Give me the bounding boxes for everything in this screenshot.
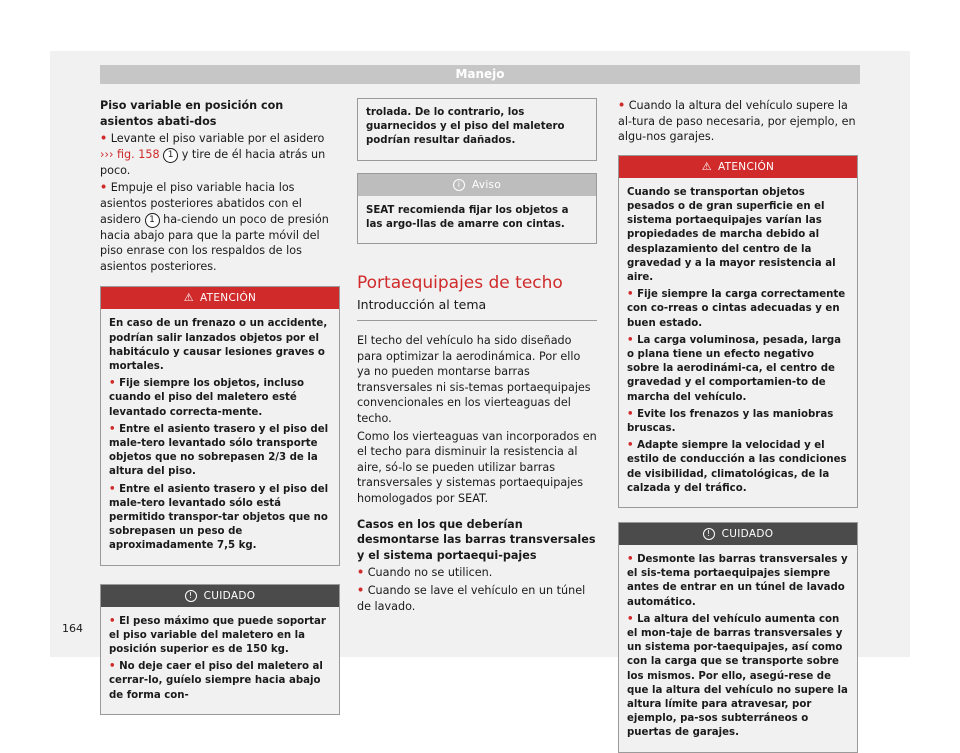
warning-item: • Entre el asiento trasero y el piso del male-tero levantado sólo está permitido transpor-tar objetos que no sobrepasen un peso de aproximadamente 7,5 kg. — [109, 483, 329, 552]
caution-box — [618, 522, 858, 753]
warning-item: • Entre el asiento trasero y el piso del male-tero levantado sólo transporte objetos que no sobrepasen 2/3 de la altura del piso. — [109, 423, 329, 478]
warning-box-header: ⚠ ATENCIÓN — [101, 287, 339, 309]
page-number: 164 — [62, 622, 83, 635]
bullet-item: • Levante el piso variable por el asidero ››› fig. 158 1 y tire de él hacia atrás un poco. — [100, 132, 326, 177]
caution-item: • El peso máximo que puede soportar el piso variable del maletero en la posición superior es de 150 kg. — [109, 615, 326, 655]
section-title: Portaequipajes de techo — [357, 273, 563, 294]
column-3 — [618, 98, 858, 753]
note-box — [357, 173, 597, 244]
bullet-item: • Cuando se lave el vehículo en un túnel de lavado. — [357, 583, 586, 613]
warning-triangle-icon: ⚠ — [701, 159, 712, 173]
column-2 — [357, 98, 597, 616]
warning-box-header: ⚠ ATENCIÓN — [619, 156, 857, 178]
bold-heading: Casos en los que deberían desmontarse las barras transversales y el sistema portaequi-pajes — [357, 517, 596, 562]
paragraph: Como los vierteaguas van incorporados en el techo para disminuir la resistencia al aire, só-lo se pueden utilizar barras transversales y sistemas portaequipajes homologados por SEAT. — [357, 429, 597, 505]
caution-box — [100, 584, 340, 715]
info-circle-icon: ! — [703, 528, 715, 540]
bullet-dot-icon: • — [100, 181, 108, 195]
caution-item: • No deje caer el piso del maletero al cerrar-lo, guíelo siempre hacia abajo de forma con- — [109, 661, 323, 701]
note-box-header: i Aviso — [358, 174, 596, 196]
caution-box-continuation: trolada. De lo contrario, los guarnecidos y el piso del maletero podrían resultar dañados. — [357, 98, 597, 161]
info-circle-icon: i — [453, 179, 465, 191]
caution-box-header: ! CUIDADO — [101, 585, 339, 607]
reference-number-badge: 1 — [145, 213, 160, 228]
caution-item: • La altura del vehículo aumenta con el mon-taje de barras transversales y un sistema por-taequipajes, así como con la carga que se transporte sobre los mismos. Por ello, asegú-rese de que la altura del vehículo no supere la altura límite para atravesar, por ejemplo, pa-sos subterráneos o puertas de garajes. — [627, 613, 848, 739]
caution-item: • Desmonte las barras transversales y el sis-tema portaequipajes siempre antes de entrar en un túnel de lavado automático. — [627, 554, 848, 608]
note-text: SEAT recomienda fijar los objetos a las argo-llas de amarre con cintas. — [366, 204, 569, 230]
warning-item: • Adapte siempre la velocidad y el estilo de conducción a las condiciones de visibilidad, climatológicas, de la calzada y del tráfico. — [627, 440, 847, 494]
bullet-dot-icon: • — [100, 132, 108, 146]
bullet-item: • Cuando no se utilicen. — [357, 566, 493, 580]
section-block — [357, 272, 597, 614]
reference-number-badge: 1 — [163, 148, 178, 163]
warning-intro: Cuando se transportan objetos pesados o de gran superficie en el sistema portaequipajes varían las propiedades de marcha debido al desplazamiento del centro de la gravedad y a la mayor resistencia al aire. — [627, 186, 836, 283]
paragraph: El techo del vehículo ha sido diseñado para optimizar la aerodinámica. Por ello ya no pueden montarse barras transversales ni sis-temas portaequipajes convencionales en los vierteaguas del techo. — [357, 334, 591, 425]
warning-item: • La carga voluminosa, pesada, larga o plana tiene un efecto negativo sobre la aerodinámi-ca, el centro de gravedad y el comportamien-to de marcha del vehículo. — [627, 334, 842, 403]
info-circle-icon: ! — [185, 590, 197, 602]
subsection-heading: Piso variable en posición con asientos abati-dos — [100, 99, 284, 128]
warning-box — [618, 155, 858, 508]
section-subtitle: Introducción al tema — [357, 296, 597, 321]
bullet-item: • Cuando la altura del vehículo supere la al-tura de paso necesaria, por ejemplo, en algu-nos garajes. — [618, 99, 856, 144]
warning-triangle-icon: ⚠ — [183, 291, 194, 305]
warning-item: • Fije siempre los objetos, incluso cuando el piso del maletero esté levantado correcta-mente. — [109, 378, 305, 418]
figure-reference-link[interactable]: ››› fig. 158 — [100, 147, 160, 161]
section-header: Manejo — [100, 65, 860, 84]
warning-intro: En caso de un frenazo o un accidente, podrían salir lanzados objetos por el habitáculo y causar lesiones graves o mortales. — [109, 318, 328, 372]
warning-item: • Fije siempre la carga correctamente con co-rreas o cintas adecuadas y en buen estado. — [627, 289, 846, 329]
bullet-item: • Empuje el piso variable hacia los asientos posteriores abatidos con el asidero 1 ha-ciendo un poco de presión hacia abajo para que la parte móvil del piso enrase con los respaldos de los asientos posteriores. — [100, 181, 329, 273]
warning-box — [100, 286, 340, 565]
warning-item: • Evite los frenazos y las maniobras bruscas. — [627, 408, 834, 435]
column-1 — [100, 98, 340, 715]
caution-box-header: ! CUIDADO — [619, 523, 857, 545]
